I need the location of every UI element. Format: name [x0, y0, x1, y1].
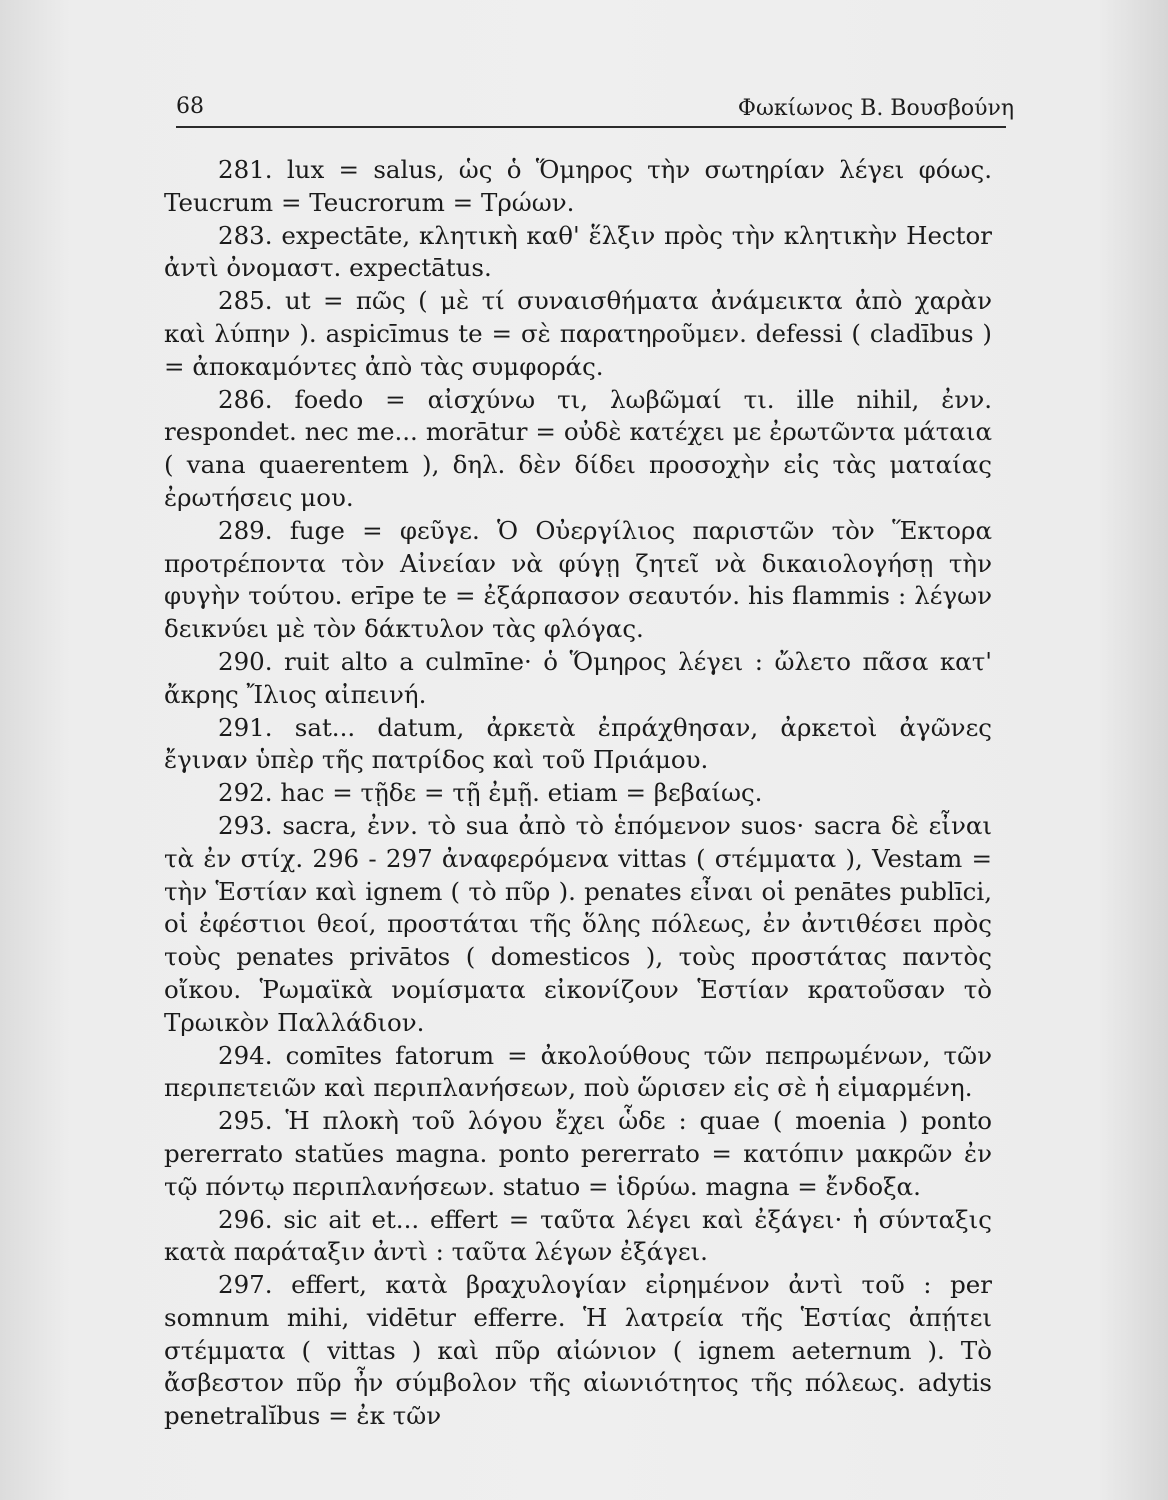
- header-rule: [176, 126, 1006, 128]
- page-number: 68: [176, 94, 204, 119]
- commentary-entry-289: 289. fuge = φεῦγε. Ὁ Οὐεργίλιος παριστῶν τὸν Ἕκτορα προτρέποντα τὸν Αἰνείαν νὰ φύγῃ ζητεῖ νὰ δικαιολογήσῃ τὴν φυγὴν τούτου. erīpe te = ἐξάρπασον σεαυτόν. his flammis : λέγων δεικνύει μὲ τὸν δάκτυλον τὰς φλόγας.: [164, 515, 992, 644]
- commentary-entry-295: 295. Ἡ πλοκὴ τοῦ λόγου ἔχει ὧδε : quae ( moenia ) ponto pererrato statŭes magna. ponto pererrato = κατόπιν μακρῶν ἐν τῷ πόντῳ περιπλανήσεων. statuo = ἱδρύω. magna = ἔνδοξα.: [164, 1106, 992, 1201]
- commentary-entry-292: 292. hac = τῇδε = τῇ ἐμῇ. etiam = βεβαίως.: [218, 778, 763, 808]
- commentary-entry-283: 283. expectāte, κλητικὴ καθ' ἕλξιν πρὸς τὴν κλητικὴν Hector ἀντὶ ὀνομαστ. expectātus.: [164, 220, 992, 283]
- commentary-entry-297: 297. effert, κατὰ βραχυλογίαν εἰρημένον ἀντὶ τοῦ : per somnum mihi, vidētur efferre. Ἡ λατρεία τῆς Ἑστίας ἀπῄτει στέμματα ( vittas ) καὶ πῦρ αἰώνιον ( ignem aeternum ). Τὸ ἄσβεστον πῦρ ἦν σύμβολον τῆς αἰωνιότητος τῆς πόλεως. adytis penetralĭbus = ἐκ τῶν: [164, 1270, 992, 1431]
- page-header: [176, 90, 1014, 126]
- commentary-entry-290: 290. ruit alto a culmīne· ὁ Ὅμηρος λέγει : ὤλετο πᾶσα κατ' ἄκρης Ἴλιος αἰπεινή.: [164, 646, 992, 709]
- commentary-entry-294: 294. comītes fatorum = ἀκολούθους τῶν πεπρωμένων, τῶν περιπετειῶν καὶ περιπλανήσεων, ποὺ ὥρισεν εἰς σὲ ἡ εἱμαρμένη.: [164, 1040, 992, 1103]
- commentary-entry-285: 285. ut = πῶς ( μὲ τί συναισθήματα ἀνάμεικτα ἀπὸ χαρὰν καὶ λύπην ). aspicīmus te = σὲ παρατηροῦμεν. defessi ( cladībus ) = ἀποκαμόντες ἀπὸ τὰς συμφοράς.: [164, 286, 992, 381]
- commentary-entry-296: 296. sic ait et... effert = ταῦτα λέγει καὶ ἐξάγει· ἡ σύνταξις κατὰ παράταξιν ἀντὶ : ταῦτα λέγων ἐξάγει.: [164, 1204, 992, 1267]
- commentary-entry-286: 286. foedo = αἰσχύνω τι, λωβῶμαί τι. ille nihil, ἐνν. respondet. nec me... morātur = οὐδὲ κατέχει με ἐρωτῶντα μάταια ( vana quaerentem ), δηλ. δὲν δίδει προσοχὴν εἰς τὰς ματαίας ἐρωτήσεις μου.: [164, 384, 992, 512]
- commentary-entry-281: 281. lux = salus, ὡς ὁ Ὅμηρος τὴν σωτηρίαν λέγει φόως. Teucrum = Teucrorum = Τρώων.: [164, 155, 992, 217]
- commentary-entry-293: 293. sacra, ἐνν. τὸ sua ἀπὸ τὸ ἑπόμενον suos· sacra δὲ εἶναι τὰ ἐν στίχ. 296 - 297 ἀναφερόμενα vittas ( στέμματα ), Vestam = τὴν Ἑστίαν καὶ ignem ( τὸ πῦρ ). penates εἶναι οἱ penātes publīci, οἱ ἐφέστιοι θεοί, προστάται τῆς ὅλης πόλεως, ἐν ἀντιθέσει πρὸς τοὺς penates privātos ( domesticos ), τοὺς προστάτας παντὸς οἴκου. Ῥωμαϊκὰ νομίσματα εἰκονίζουν Ἑστίαν κρατοῦσαν τὸ Τρωικὸν Παλλάδιον.: [164, 810, 992, 1037]
- commentary-entry-291: 291. sat... datum, ἀρκετὰ ἐπράχθησαν, ἀρκετοὶ ἀγῶνες ἔγιναν ὑπὲρ τῆς πατρίδος καὶ τοῦ Πριάμου.: [164, 712, 992, 775]
- running-head: Φωκίωνος Β. Βουσβούνη: [737, 96, 1014, 121]
- commentary-text: [164, 154, 992, 1433]
